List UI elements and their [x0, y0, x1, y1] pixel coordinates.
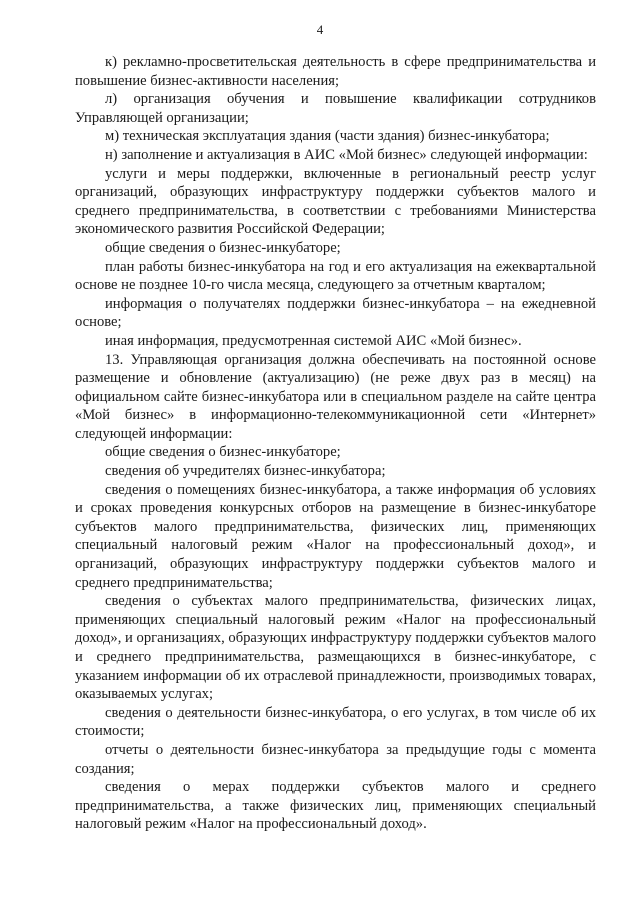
list-item-activity-services: сведения о деятельности бизнес-инкубатора, о его услугах, в том числе об их стоимости; [75, 704, 596, 740]
paragraph-13-website-info: 13. Управляющая организация должна обеспечивать на постоянной основе размещение и обновление (актуализацию) (не реже двух раз в месяц) на официальном сайте бизнес-инкубатора или в специальном разделе на сайте центра «Мой бизнес» в информационно-телекоммуникационной сети «Интернет» следующей информации: [75, 351, 596, 442]
list-item-reports: отчеты о деятельности бизнес-инкубатора за предыдущие годы с момента создания; [75, 741, 596, 777]
paragraph-k-advertising: к) рекламно-просветительская деятельность в сфере предпринимательства и повышение бизнес-активности населения; [75, 54, 596, 89]
list-item-recipients-info: информация о получателях поддержки бизнес-инкубатора – на ежедневной основе; [75, 295, 596, 331]
page-number: 4 [316, 22, 324, 37]
list-item-support-measures: сведения о мерах поддержки субъектов малого и среднего предпринимательства, а также физических лиц, применяющих специальный налоговый режим «Налог на профессиональный доход». [75, 779, 596, 833]
paragraph-n-ais-info: н) заполнение и актуализация в АИС «Мой бизнес» следующей информации: [105, 146, 588, 163]
list-item-services-support: услуги и меры поддержки, включенные в региональный реестр услуг организаций, образующих инфраструктуру поддержки субъектов малого и среднего предпринимательства, в соответствии с требованиями Министерства экономического развития Российской Федерации; [75, 165, 596, 238]
list-item-general-info: общие сведения о бизнес-инкубаторе; [105, 239, 341, 256]
paragraph-m-building-operation: м) техническая эксплуатация здания (части здания) бизнес-инкубатора; [105, 128, 550, 145]
list-item-founders: сведения об учредителях бизнес-инкубатора; [105, 463, 386, 480]
document-body [75, 53, 596, 834]
paragraph-l-training: л) организация обучения и повышение квалификации сотрудников Управляющей организации; [75, 91, 596, 126]
list-item-general-info-site: общие сведения о бизнес-инкубаторе; [105, 444, 341, 461]
list-item-other-info: иная информация, предусмотренная системой АИС «Мой бизнес». [105, 332, 522, 349]
list-item-premises: сведения о помещениях бизнес-инкубатора, а также информация об условиях и сроках проведения конкурсных отборов на размещение в бизнес-инкубаторе субъектов малого предпринимательства, физических лиц, применяющих специальный налоговый режим «Налог на профессиональный доход», и организаций, образующих инфраструктуру поддержки субъектов малого и среднего предпринимательства; [75, 481, 596, 591]
list-item-residents: сведения о субъектах малого предпринимательства, физических лицах, применяющих специальный налоговый режим «Налог на профессиональный доход», и организациях, образующих инфраструктуру поддержки субъектов малого и среднего предпринимательства, размещающихся в бизнес-инкубаторе, с указанием информации об их отраслевой принадлежности, производимых товарах, оказываемых услугах; [75, 593, 596, 703]
list-item-work-plan: план работы бизнес-инкубатора на год и его актуализация на ежеквартальной основе не позднее 10-го числа месяца, следующего за отчетным кварталом; [75, 258, 596, 294]
